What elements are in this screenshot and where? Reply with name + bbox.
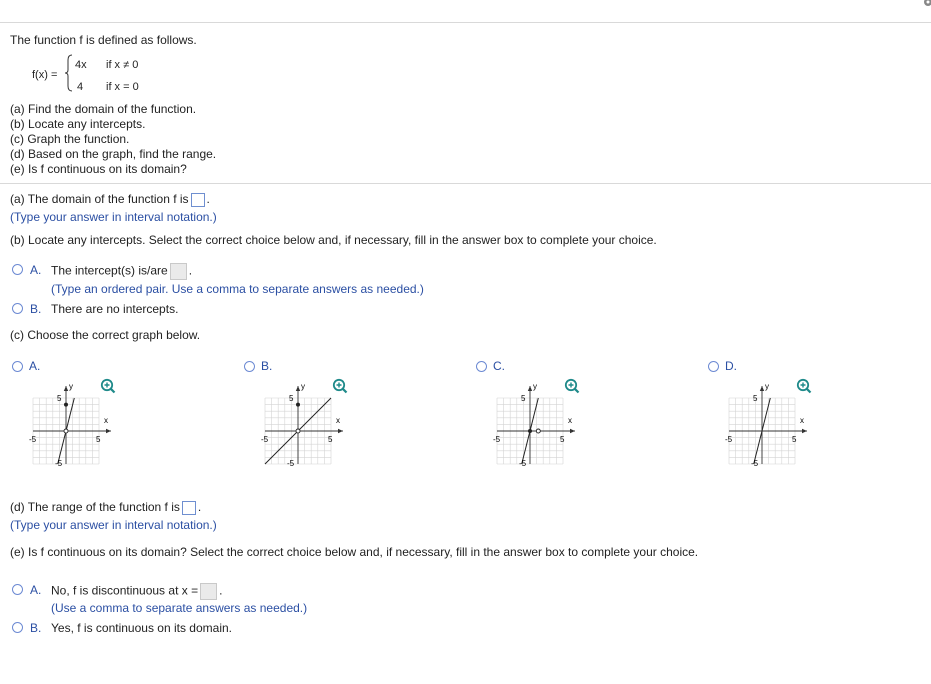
y-axis-label: y (765, 382, 769, 391)
problem-intro: The function f is defined as follows. (10, 33, 197, 47)
part-e-prompt: (e) Is f continuous on its domain? Select the correct choice below and, if necessary, fill in the answer box to complete your choice. (10, 545, 699, 559)
zoom-in-icon[interactable] (796, 378, 812, 394)
x-tick-neg: -5 (29, 435, 37, 444)
point-marker (296, 403, 300, 407)
continuity-choice-b-text: Yes, f is continuous on its domain. (51, 621, 232, 635)
y-tick-neg: -5 (55, 459, 63, 468)
intercept-choice-a-letter: A. (30, 263, 42, 277)
graph-choice-c-letter: C. (493, 359, 505, 373)
case1-expr: 4x (75, 59, 87, 71)
intercept-choice-a-text: The intercept(s) is/are (51, 263, 168, 278)
y-axis-label: y (533, 382, 537, 391)
gear-icon[interactable] (922, 0, 931, 8)
x-axis-label: x (336, 416, 340, 425)
y-axis-label: y (301, 382, 305, 391)
graph-choice-b-letter: B. (261, 359, 273, 373)
y-tick-neg: -5 (519, 459, 527, 468)
x-tick-neg: -5 (493, 435, 501, 444)
case2-cond: if x = 0 (106, 81, 139, 93)
graph-choice-b-radio[interactable] (244, 361, 255, 372)
continuity-choice-a-hint: (Use a comma to separate answers as needed.) (51, 601, 308, 615)
zoom-in-icon[interactable] (332, 378, 348, 394)
piecewise-brace (65, 54, 73, 92)
x-tick-pos: 5 (560, 435, 565, 444)
intercept-choice-a-hint: (Type an ordered pair. Use a comma to separate answers as needed.) (51, 282, 424, 296)
part-list-d: (d) Based on the graph, find the range. (10, 147, 217, 161)
graph-choice-a-letter: A. (29, 359, 41, 373)
zoom-in-icon[interactable] (100, 378, 116, 394)
x-tick-pos: 5 (96, 435, 101, 444)
point-marker (296, 429, 300, 433)
part-c-prompt: (c) Choose the correct graph below. (10, 328, 201, 342)
part-d-hint: (Type your answer in interval notation.) (10, 518, 217, 532)
point-marker (536, 429, 540, 433)
x-axis-label: x (800, 416, 804, 425)
part-list-c: (c) Graph the function. (10, 132, 130, 146)
x-tick-neg: -5 (261, 435, 269, 444)
continuity-choice-a-radio[interactable] (12, 584, 23, 595)
part-list-e: (e) Is f continuous on its domain? (10, 162, 187, 176)
continuity-choice-a-text: No, f is discontinuous at x = (51, 583, 199, 598)
continuity-choice-b-letter: B. (30, 621, 42, 635)
y-tick-neg: -5 (287, 459, 295, 468)
y-tick-pos: 5 (521, 394, 526, 403)
fx-label: f(x) = (32, 69, 58, 81)
continuity-choice-a-row: No, f is discontinuous at x = . (51, 583, 222, 600)
part-d-prompt: (d) The range of the function f is (10, 500, 180, 514)
range-answer-box[interactable] (182, 501, 196, 515)
section-divider (0, 183, 931, 184)
case1-cond: if x ≠ 0 (106, 59, 139, 71)
x-tick-pos: 5 (328, 435, 333, 444)
point-marker (64, 403, 68, 407)
intercept-answer-box[interactable] (170, 263, 187, 280)
y-tick-pos: 5 (57, 394, 62, 403)
zoom-in-icon[interactable] (564, 378, 580, 394)
domain-answer-box[interactable] (191, 193, 205, 207)
intercept-choice-a-row: The intercept(s) is/are . (51, 263, 192, 280)
x-axis-label: x (568, 416, 572, 425)
y-axis-label: y (69, 382, 73, 391)
point-marker (528, 429, 532, 433)
intercept-choice-b-letter: B. (30, 302, 42, 316)
part-a-row (10, 192, 210, 207)
x-tick-pos: 5 (792, 435, 797, 444)
graph-choice-c-radio[interactable] (476, 361, 487, 372)
continuity-choice-a-letter: A. (30, 583, 42, 597)
graph-choice-d-letter: D. (725, 359, 737, 373)
discontinuity-answer-box[interactable] (200, 583, 217, 600)
x-axis-label: x (104, 416, 108, 425)
x-tick-neg: -5 (725, 435, 733, 444)
top-divider (0, 22, 931, 23)
case2-expr: 4 (77, 81, 84, 93)
y-tick-pos: 5 (289, 394, 294, 403)
part-a-prompt: (a) The domain of the function f is (10, 192, 189, 206)
continuity-choice-b-radio[interactable] (12, 622, 23, 633)
intercept-choice-b-text: There are no intercepts. (51, 302, 179, 316)
part-b-prompt: (b) Locate any intercepts. Select the correct choice below and, if necessary, fill in the answer box to complete your choice. (10, 233, 657, 247)
y-tick-neg: -5 (751, 459, 759, 468)
intercept-choice-a-radio[interactable] (12, 264, 23, 275)
graph-choice-d-radio[interactable] (708, 361, 719, 372)
period: . (206, 192, 210, 206)
point-marker (64, 429, 68, 433)
part-list-b: (b) Locate any intercepts. (10, 117, 146, 131)
part-d-row: (d) The range of the function f is . (10, 500, 202, 514)
intercept-choice-b-radio[interactable] (12, 303, 23, 314)
part-list-a: (a) Find the domain of the function. (10, 102, 197, 116)
y-tick-pos: 5 (753, 394, 758, 403)
part-a-hint: (Type your answer in interval notation.) (10, 210, 217, 224)
graph-choice-a-radio[interactable] (12, 361, 23, 372)
